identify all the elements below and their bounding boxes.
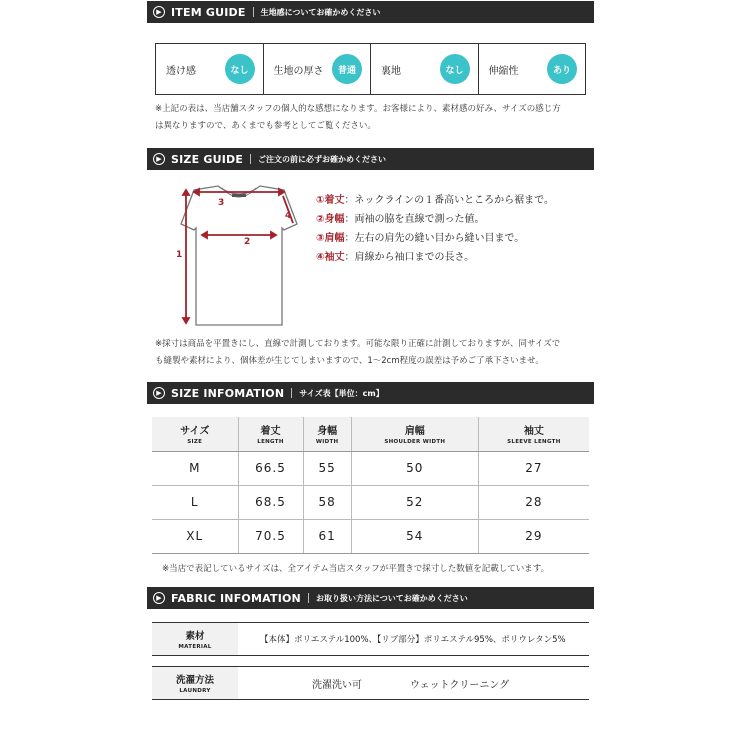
measure-shoulder xyxy=(316,229,554,248)
divider xyxy=(291,388,292,398)
note-line: は異なりますので、あくまでも参考としてご覧ください。 xyxy=(155,121,376,131)
cell-shoulder: 50 xyxy=(351,451,478,485)
section-title: FABRIC INFOMATION xyxy=(171,591,301,605)
cell-length: 66.5 xyxy=(238,451,303,485)
size-info-header xyxy=(147,382,594,404)
chevron-right-icon: ▶ xyxy=(153,153,165,165)
section-title: SIZE GUIDE xyxy=(171,152,244,166)
measure-number: ③ xyxy=(316,233,325,244)
note-line: ※上記の表は、当店舗スタッフの個人的な感想になります。お客様により、素材感の好み、サイズの感じ方 xyxy=(155,104,561,114)
chevron-right-icon: ▶ xyxy=(153,6,165,18)
guide-badge: あり xyxy=(547,54,577,84)
note-line: ※採寸は商品を平置きにし、直線で計測しております。可能な限り正確に計測しておりますが、同サイズで xyxy=(155,339,561,349)
table-row xyxy=(152,451,589,485)
cell-size: M xyxy=(152,451,238,485)
laundry-label: 洗濯方法 xyxy=(175,675,214,686)
marker-width: 2 xyxy=(244,237,251,247)
measure-number: ① xyxy=(316,195,325,206)
section-title: SIZE INFOMATION xyxy=(171,386,285,400)
measure-number: ② xyxy=(316,214,325,225)
laundry-values xyxy=(238,667,589,699)
measure-key: 袖丈 xyxy=(324,252,345,263)
fabric-material-row xyxy=(152,622,589,656)
table-row xyxy=(152,485,589,519)
measure-desc: ：肩線から袖口までの長さ。 xyxy=(344,252,475,263)
chevron-right-icon: ▶ xyxy=(153,387,165,399)
marker-sleeve: 4 xyxy=(285,211,292,221)
header-size: サイズ SIZE xyxy=(152,417,238,451)
measure-width xyxy=(316,210,554,229)
section-subtitle: サイズ表【単位：cm】 xyxy=(299,388,384,398)
cell-length: 70.5 xyxy=(238,519,303,553)
measure-number: ④ xyxy=(316,252,325,263)
laundry-label-en: LAUNDRY xyxy=(179,688,211,694)
section-subtitle: お取り扱い方法についてお確かめください xyxy=(315,593,468,603)
size-guide-header xyxy=(147,148,594,170)
table-row xyxy=(152,519,589,553)
laundry-value: ウェットクリーニング xyxy=(410,679,510,691)
measure-sleeve xyxy=(316,248,554,267)
note-line: も縫製や素材により、個体差が生じてしまいますので、1〜2cm程度の誤差は予めご了承下さいませ。 xyxy=(155,356,544,366)
section-subtitle: 生地感についてお確かめください xyxy=(260,7,381,17)
divider xyxy=(308,593,309,603)
material-key xyxy=(152,623,238,655)
item-guide-table xyxy=(155,43,586,95)
cell-size: XL xyxy=(152,519,238,553)
material-label-en: MATERIAL xyxy=(178,644,212,650)
cell-width: 61 xyxy=(303,519,351,553)
item-guide-header xyxy=(147,1,594,23)
size-info-note: ※当店で表記しているサイズは、全アイテム当店スタッフが平置きで採寸した数値を記載しています。 xyxy=(162,564,550,574)
size-table-header xyxy=(152,417,589,451)
cell-width: 58 xyxy=(303,485,351,519)
measure-desc: ：両袖の脇を直線で測った値。 xyxy=(344,214,485,225)
guide-badge: なし xyxy=(440,54,470,84)
divider xyxy=(250,154,251,164)
section-subtitle: ご注文の前に必ずお確かめください xyxy=(258,154,387,164)
guide-cell-thickness xyxy=(264,44,372,94)
header-shoulder: 肩幅 SHOULDER WIDTH xyxy=(351,417,478,451)
guide-label: 伸縮性 xyxy=(488,65,519,77)
measure-desc: ：ネックラインの１番高いところから裾まで。 xyxy=(344,195,554,206)
measure-list xyxy=(316,191,554,267)
measure-length xyxy=(316,191,554,210)
fabric-info-header xyxy=(147,587,594,609)
cell-size: L xyxy=(152,485,238,519)
laundry-key xyxy=(152,667,238,699)
guide-label: 裏地 xyxy=(381,65,401,77)
size-guide-note xyxy=(155,336,595,370)
guide-label: 生地の厚さ xyxy=(273,65,324,77)
divider xyxy=(253,7,254,17)
item-guide-note xyxy=(155,101,595,135)
chevron-right-icon: ▶ xyxy=(153,592,165,604)
cell-width: 55 xyxy=(303,451,351,485)
guide-cell-stretch xyxy=(479,44,586,94)
marker-shoulder: 3 xyxy=(218,198,225,208)
arrowhead xyxy=(183,190,189,195)
cell-sleeve: 27 xyxy=(478,451,589,485)
size-table xyxy=(152,417,589,554)
header-sleeve: 袖丈 SLEEVE LENGTH xyxy=(478,417,589,451)
section-title: ITEM GUIDE xyxy=(171,5,246,19)
material-label: 素材 xyxy=(185,631,205,642)
arrowhead xyxy=(183,318,189,323)
guide-cell-lining xyxy=(371,44,479,94)
guide-badge: なし xyxy=(225,54,255,84)
tshirt-tag xyxy=(232,194,246,197)
header-length: 着丈 LENGTH xyxy=(238,417,303,451)
fabric-laundry-row xyxy=(152,666,589,700)
measure-desc: ：左右の肩先の縫い目から縫い目まで。 xyxy=(344,233,525,244)
measure-key: 肩幅 xyxy=(324,233,345,244)
cell-shoulder: 54 xyxy=(351,519,478,553)
cell-sleeve: 28 xyxy=(478,485,589,519)
measure-key: 身幅 xyxy=(324,214,345,225)
measure-key: 着丈 xyxy=(324,195,345,206)
laundry-value: 洗濯洗い可 xyxy=(312,679,362,691)
guide-cell-transparency xyxy=(156,44,264,94)
cell-length: 68.5 xyxy=(238,485,303,519)
header-width: 身幅 WIDTH xyxy=(303,417,351,451)
cell-sleeve: 29 xyxy=(478,519,589,553)
guide-badge: 普通 xyxy=(332,54,362,84)
cell-shoulder: 52 xyxy=(351,485,478,519)
guide-label: 透け感 xyxy=(166,65,196,77)
material-value: 【本体】ポリエステル100%、【リブ部分】ポリエステル95%、ポリウレタン5% xyxy=(260,635,566,645)
tshirt-diagram xyxy=(172,180,307,330)
marker-length: 1 xyxy=(176,250,183,260)
tshirt-outline xyxy=(181,186,297,325)
